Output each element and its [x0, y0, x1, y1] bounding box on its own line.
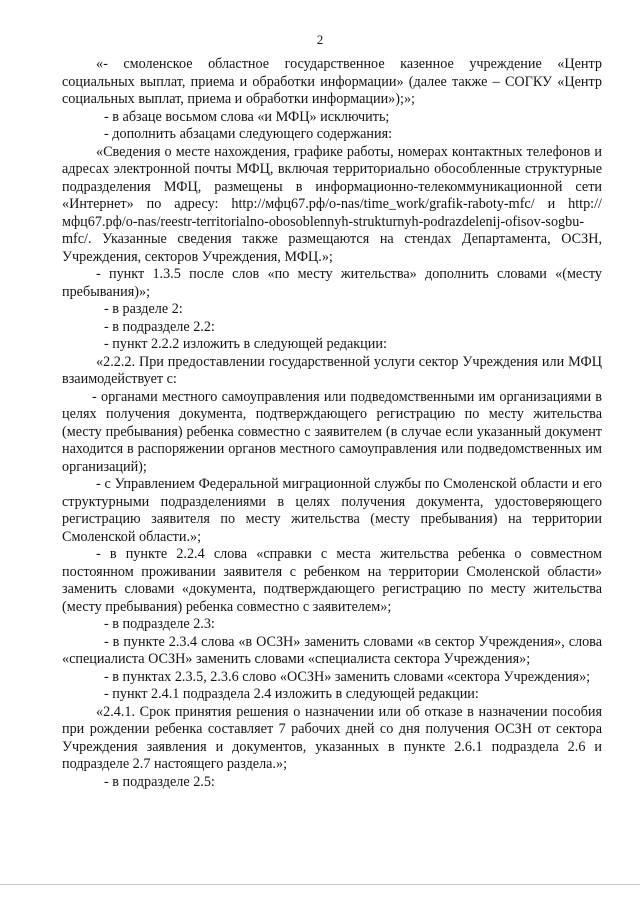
paragraph: - дополнить абзацами следующего содержания: — [104, 126, 393, 142]
document-body — [62, 56, 602, 791]
paragraph: «2.4.1. Срок принятия решения о назначении или об отказе в назначении пособия при рождении ребенка составляет 7 рабочих дней со дня получения ОСЗН от сектора Учреждения заявления и документов, указанных в пункте 2.6.1 подраздела 2.6 и подразделе 2.7 настоящего раздела.»; — [62, 703, 602, 772]
paragraph: «Сведения о месте нахождения, графике работы, номерах контактных телефонов и адресах электронной почты МФЦ, включая территориально обособленные структурные подразделения МФЦ, размещены в информационно-телекоммуникационной сети «Интернет» по адресу: http://мфц67.рф/o-nas/time_work/grafik-raboty-mfc/ и http://мфц67.рф/o-nas/reestr-territorialno-obosoblennyh-strukturnyh-podrazdelenij-ofisov-sogbu-mfc/. Указанные сведения также размещаются на стендах Департамента, ОСЗН, Учреждения, секторов Учреждения, МФЦ.»; — [62, 143, 602, 265]
paragraph: - пункт 2.4.1 подраздела 2.4 изложить в следующей редакции: — [104, 686, 479, 702]
paragraph: - в пункте 2.3.4 слова «в ОСЗН» заменить словами «в сектор Учреждения», слова «специалиста ОСЗН» заменить словами «специалиста сектора Учреждения»; — [62, 633, 602, 667]
paragraph: - пункт 2.2.2 изложить в следующей редакции: — [104, 336, 387, 352]
page-number: 2 — [316, 32, 324, 47]
paragraph: - в подразделе 2.5: — [104, 773, 215, 790]
paragraph: - в пунктах 2.3.5, 2.3.6 слово «ОСЗН» заменить словами «сектора Учреждения»; — [104, 668, 591, 685]
paragraph: - в пункте 2.2.4 слова «справки с места жительства ребенка о совместном постоянном проживании заявителя с ребенком на территории Смоленской области» заменить словами «документа, подтверждающего регистрацию по месту жительства (месту пребывания) ребенка совместно с заявителем»; — [62, 546, 602, 615]
paragraph: - в подразделе 2.2: — [104, 318, 215, 335]
paragraph: - в подразделе 2.3: — [104, 616, 215, 632]
paragraph: - с Управлением Федеральной миграционной службы по Смоленской области и его структурными подразделениями в целях получения документа, удостоверяющего регистрацию заявителя по месту жительства (месту пребывания) на территории Смоленской области.»; — [62, 476, 602, 545]
paragraph: - в абзаце восьмом слова «и МФЦ» исключить; — [104, 108, 390, 125]
paragraph: - органами местного самоуправления или подведомственными им организациями в целях получения документа, подтверждающего регистрацию по месту жительства (месту пребывания) ребенка совместно с заявителем (в случае если указанный документ находится в распоряжении органов местного самоуправления или подведомственных им организаций); — [62, 388, 602, 475]
paragraph: «2.2.2. При предоставлении государственной услуги сектор Учреждения или МФЦ взаимодействует с: — [62, 353, 602, 387]
paragraph: - пункт 1.3.5 после слов «по месту жительства» дополнить словами «(месту пребывания)»; — [62, 266, 602, 300]
paragraph: «- смоленское областное государственное казенное учреждение «Центр социальных выплат, приема и обработки информации» (далее также – СОГКУ «Центр социальных выплат, приема и обработки информации»);»; — [62, 56, 602, 107]
paragraph: - в разделе 2: — [104, 301, 183, 317]
scan-edge-line — [0, 884, 640, 885]
